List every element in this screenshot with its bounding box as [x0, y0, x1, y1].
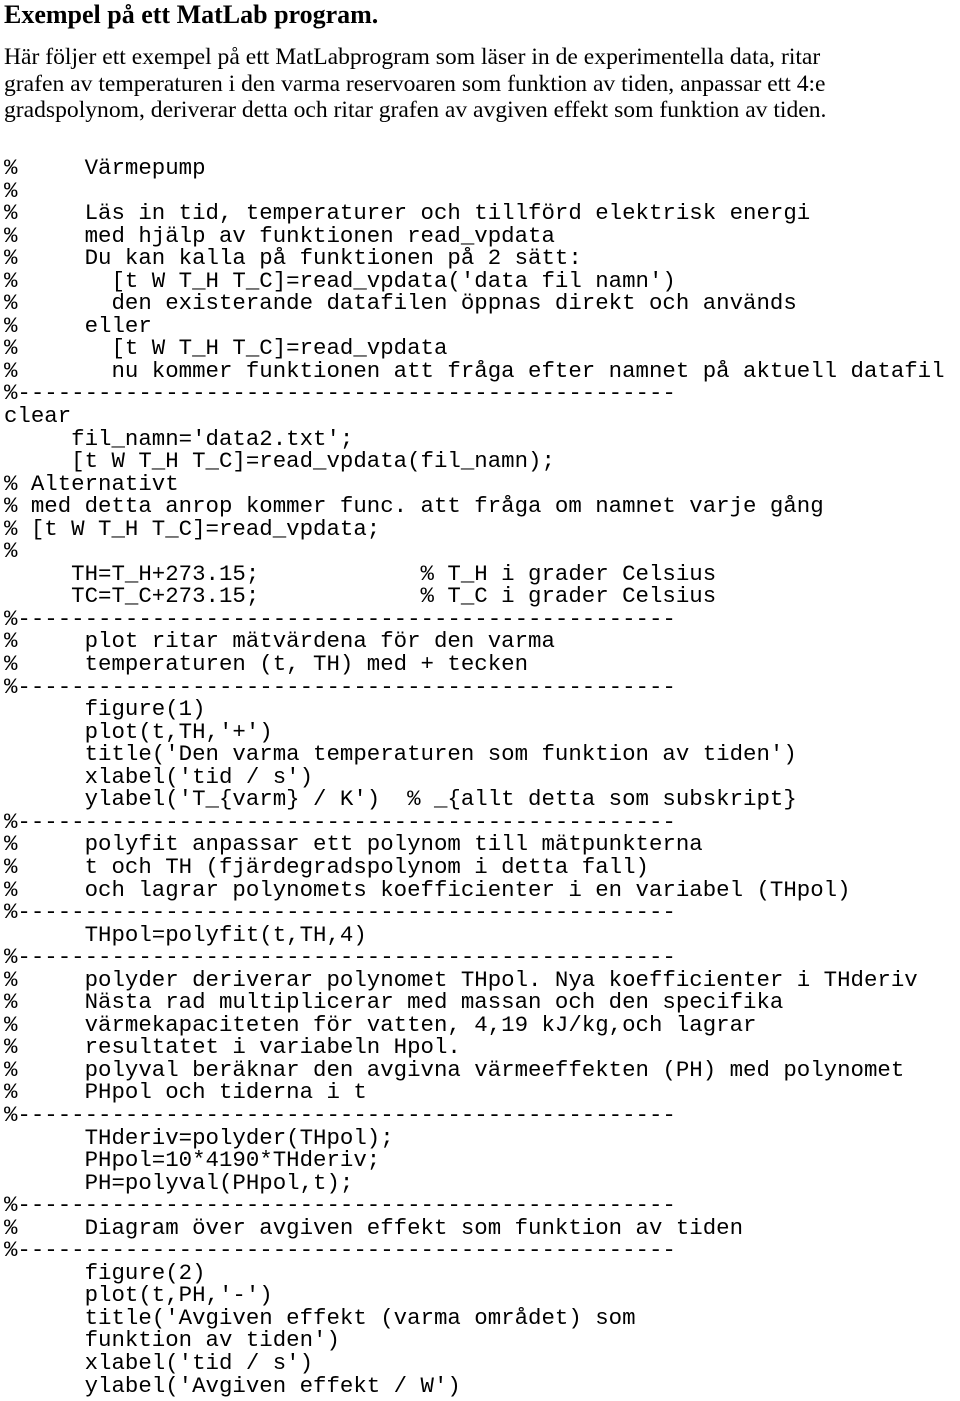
- code-line: plot(t,TH,'+'): [4, 718, 273, 745]
- code-line: PHpol=10*4190*THderiv;: [4, 1147, 381, 1174]
- code-line: %: [4, 538, 18, 565]
- intro-line: gradspolynom, deriverar detta och ritar grafen av avgiven effekt som funktion av tiden.: [4, 97, 827, 123]
- code-line: % värmekapaciteten för vatten, 4,19 kJ/kg,och lagrar: [4, 1011, 757, 1038]
- code-line: clear: [4, 403, 72, 430]
- code-line: %: [4, 177, 18, 204]
- code-line: % Nästa rad multiplicerar med massan och den specifika: [4, 989, 784, 1016]
- code-line: % [t W T_H T_C]=read_vpdata('data fil namn'): [4, 267, 676, 294]
- code-line: % Du kan kalla på funktionen på 2 sätt:: [4, 245, 582, 272]
- intro-line: grafen av temperaturen i den varma reservoaren som funktion av tiden, anpassar ett 4:e: [4, 70, 826, 97]
- intro-line: Här följer ett exempel på ett MatLabprogram som läser in de experimentella data, ritar: [4, 44, 821, 70]
- code-line: % eller: [4, 312, 152, 339]
- code-line: %-------------------------------------------------: [4, 808, 676, 835]
- code-line: % Diagram över avgiven effekt som funktion av tiden: [4, 1214, 744, 1241]
- code-line: % polyval beräknar den avgivna värmeeffekten (PH) med polynomet: [4, 1056, 905, 1083]
- code-line: % nu kommer funktionen att fråga efter namnet på aktuell datafil: [4, 357, 945, 384]
- code-line: % PHpol och tiderna i t: [4, 1079, 367, 1106]
- code-line: % plot ritar mätvärdena för den varma: [4, 628, 555, 655]
- code-line: figure(2): [4, 1259, 206, 1286]
- code-line: funktion av tiden'): [4, 1327, 340, 1354]
- code-line: title('Den varma temperaturen som funktion av tiden'): [4, 741, 797, 768]
- code-line: figure(1): [4, 696, 206, 723]
- code-line: %-------------------------------------------------: [4, 673, 676, 700]
- code-line: % Värmepump: [4, 155, 206, 181]
- code-line: TH=T_H+273.15; % T_H i grader Celsius: [4, 560, 717, 587]
- code-line: xlabel('tid / s'): [4, 1349, 314, 1376]
- code-line: plot(t,PH,'-'): [4, 1282, 273, 1309]
- code-line: TC=T_C+273.15; % T_C i grader Celsius: [4, 583, 717, 610]
- code-line: PH=polyval(PHpol,t);: [4, 1169, 354, 1196]
- code-line: ylabel('T_{varm} / K') % _{allt detta som subskript}: [4, 786, 797, 813]
- code-line: %-------------------------------------------------: [4, 1237, 676, 1264]
- code-line: %-------------------------------------------------: [4, 605, 676, 632]
- intro-paragraph: [4, 44, 960, 124]
- matlab-code-listing: [4, 157, 945, 1397]
- code-line: %-------------------------------------------------: [4, 944, 676, 971]
- document-heading: Exempel på ett MatLab program.: [4, 0, 379, 29]
- code-line: % och lagrar polynomets koefficienter i en variabel (THpol): [4, 876, 851, 903]
- code-line: %-------------------------------------------------: [4, 380, 676, 407]
- code-line: % den existerande datafilen öppnas direkt och används: [4, 290, 797, 317]
- code-line: % [t W T_H T_C]=read_vpdata: [4, 335, 448, 362]
- code-line: % resultatet i variabeln Hpol.: [4, 1034, 461, 1061]
- code-line: %-------------------------------------------------: [4, 899, 676, 926]
- code-line: title('Avgiven effekt (varma området) som: [4, 1304, 636, 1331]
- code-line: % Alternativt: [4, 470, 179, 497]
- code-line: fil_namn='data2.txt';: [4, 425, 354, 452]
- code-line: xlabel('tid / s'): [4, 763, 314, 790]
- code-line: %-------------------------------------------------: [4, 1101, 676, 1128]
- code-line: % med detta anrop kommer func. att fråga om namnet varje gång: [4, 493, 824, 520]
- code-line: % [t W T_H T_C]=read_vpdata;: [4, 515, 381, 542]
- code-line: % med hjälp av funktionen read_vpdata: [4, 222, 555, 249]
- code-line: [t W T_H T_C]=read_vpdata(fil_namn);: [4, 448, 555, 475]
- code-line: THpol=polyfit(t,TH,4): [4, 921, 367, 948]
- code-line: % Läs in tid, temperaturer och tillförd elektrisk energi: [4, 200, 811, 227]
- code-line: % temperaturen (t, TH) med + tecken: [4, 651, 529, 678]
- code-line: % polyder deriverar polynomet THpol. Nya koefficienter i THderiv: [4, 966, 918, 993]
- code-line: %-------------------------------------------------: [4, 1192, 676, 1219]
- code-line: % t och TH (fjärdegradspolynom i detta fall): [4, 853, 649, 880]
- code-line: % polyfit anpassar ett polynom till mätpunkterna: [4, 831, 703, 858]
- code-line: ylabel('Avgiven effekt / W'): [4, 1372, 461, 1399]
- code-line: THderiv=polyder(THpol);: [4, 1124, 394, 1151]
